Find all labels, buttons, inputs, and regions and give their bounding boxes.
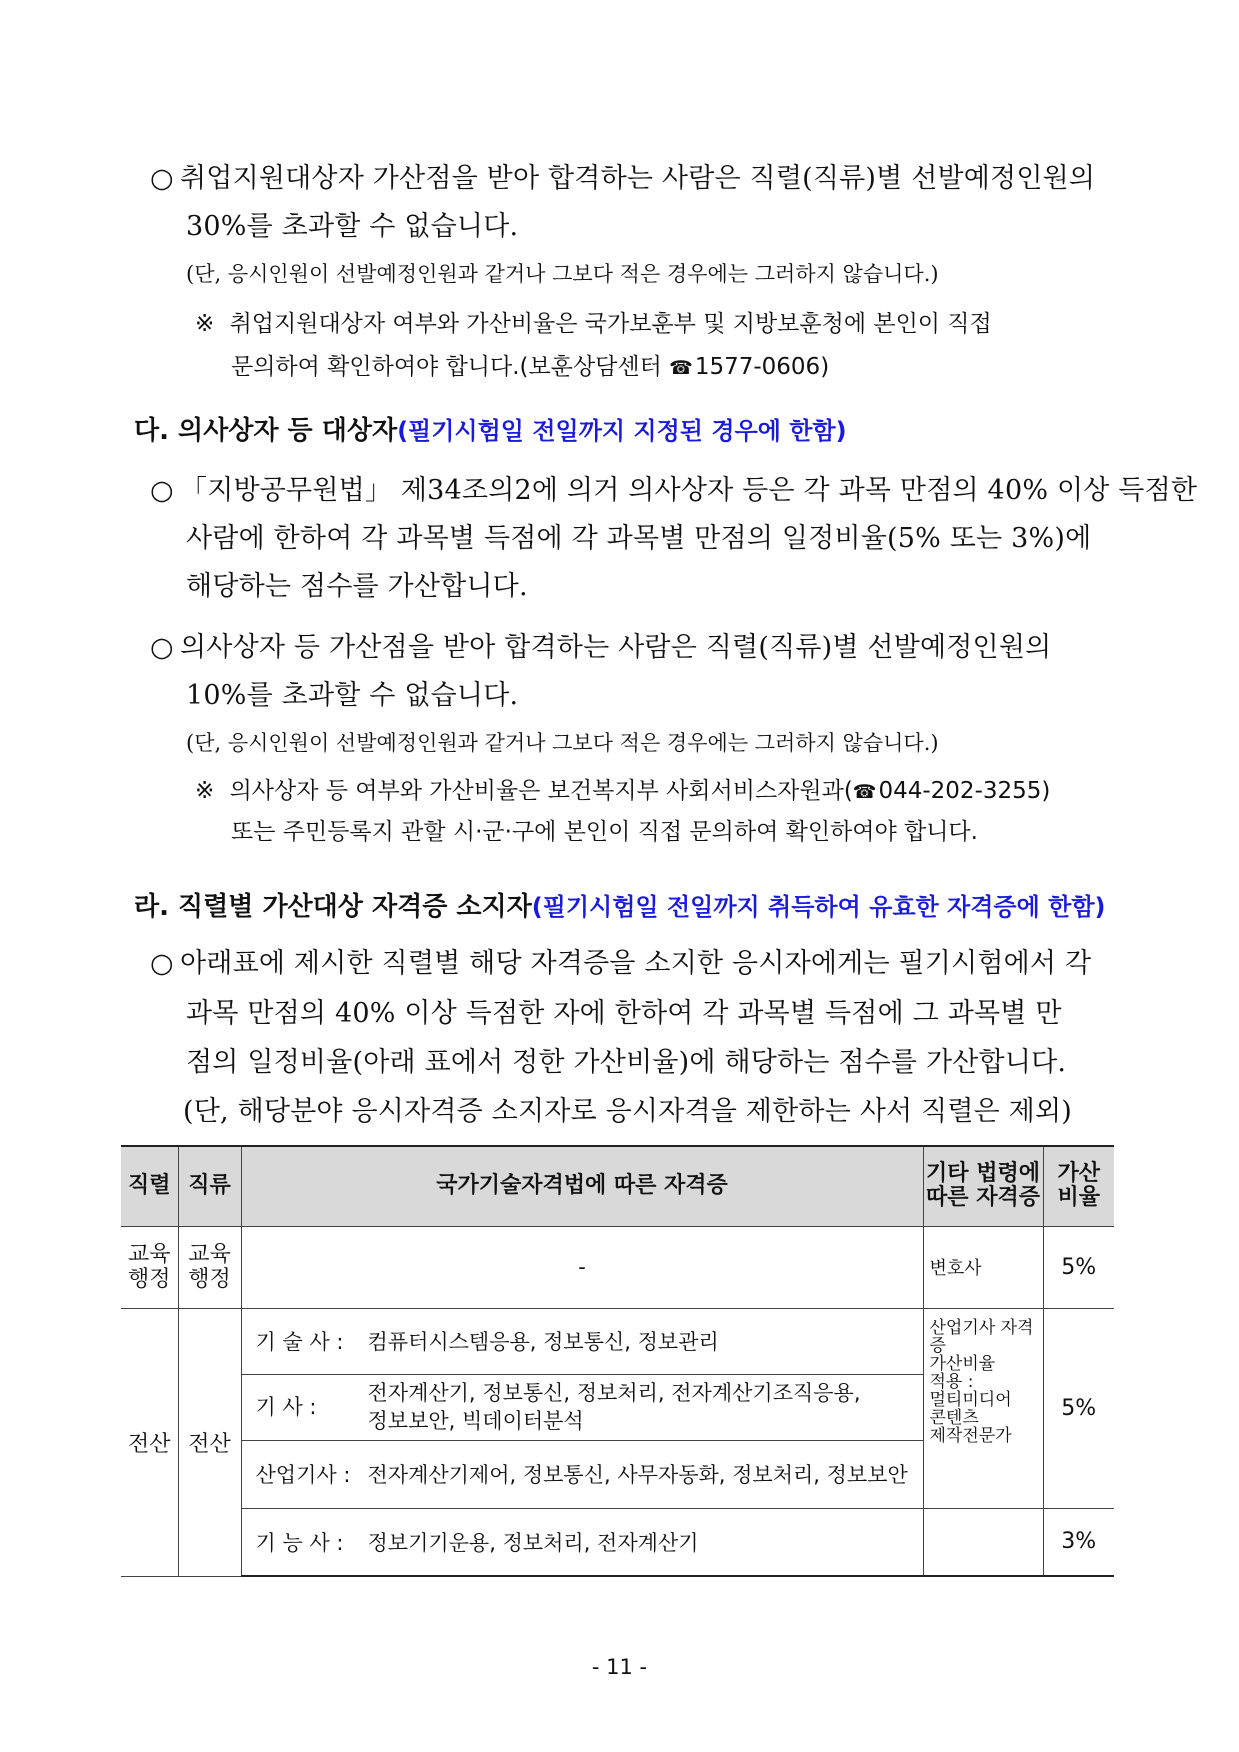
cert-grade-label: 기 술 사 : [255, 1330, 344, 1354]
header-subseries: 직류 [178, 1146, 241, 1226]
cell-rate: 5% [1043, 1308, 1114, 1508]
cell-national-cert [241, 1508, 923, 1576]
table-row [121, 1508, 1114, 1576]
header-rate: 가산 비율 [1043, 1146, 1114, 1226]
note-line: ※ 취업지원대상자 여부와 가산비율은 국가보훈부 및 지방보훈청에 본인이 직접 [195, 311, 992, 337]
bonus-certificate-table [121, 1145, 1114, 1577]
cert-grade-label: 기 사 : [255, 1395, 317, 1419]
table-header-row [121, 1146, 1114, 1226]
cell-other-cert: 변호사 [923, 1226, 1043, 1308]
section-heading-note: (필기시험일 전일까지 지정된 경우에 한함) [397, 417, 847, 445]
table-row [121, 1226, 1114, 1308]
cell-national-cert [241, 1374, 923, 1440]
cert-list: 컴퓨터시스템응용, 정보통신, 정보관리 [367, 1330, 719, 1354]
table-row [121, 1308, 1114, 1374]
paragraph-parenthetical: (단, 응시인원이 선발예정인원과 같거나 그보다 적은 경우에는 그러하지 않습니다.) [186, 262, 939, 286]
note-mark-icon: ※ [195, 778, 215, 804]
bullet-icon: ○ [150, 163, 174, 194]
cell-rate: 3% [1043, 1508, 1114, 1576]
cell-other-cert: 산업기사 자격증 가산비율 적용 : 멀티미디어 콘텐츠 제작전문가 [923, 1308, 1043, 1508]
paragraph-line: ○ 「지방공무원법」 제34조의2에 의거 의사상자 등은 각 과목 만점의 40% 이상 득점한 [150, 475, 1198, 506]
paragraph-line: 30%를 초과할 수 없습니다. [186, 211, 519, 242]
cell-rate: 5% [1043, 1226, 1114, 1308]
cert-list: 전자계산기제어, 정보통신, 사무자동화, 정보처리, 정보보안 [367, 1463, 908, 1487]
header-series: 직렬 [121, 1146, 178, 1226]
page-number: - 11 - [591, 1655, 648, 1679]
paragraph-line: 10%를 초과할 수 없습니다. [186, 680, 519, 711]
bullet-icon: ○ [150, 475, 174, 506]
bullet-icon: ○ [150, 632, 174, 663]
paragraph-line: ○ 취업지원대상자 가산점을 받아 합격하는 사람은 직렬(직류)별 선발예정인원의 [150, 163, 1096, 194]
section-heading: 라. 직렬별 가산대상 자격증 소지자(필기시험일 전일까지 취득하여 유효한 자격증에 한함) [134, 892, 1106, 922]
cell-national-cert: - [241, 1226, 923, 1308]
note-line: 문의하여 확인하여야 합니다.(보훈상담센터 ☎1577-0606) [231, 354, 830, 380]
cert-list: 전자계산기, 정보통신, 정보처리, 전자계산기조직응용, 정보보안, 빅데이터분석 [367, 1381, 861, 1433]
cell-subseries: 전산 [178, 1308, 241, 1576]
paragraph-line: ○ 아래표에 제시한 직렬별 해당 자격증을 소지한 응시자에게는 필기시험에서 각 [150, 948, 1092, 979]
paragraph-line: (단, 해당분야 응시자격증 소지자로 응시자격을 제한하는 사서 직렬은 제외) [183, 1096, 1072, 1127]
header-other-cert: 기타 법령에 따른 자격증 [923, 1146, 1043, 1226]
cell-series: 교육 행정 [121, 1226, 178, 1308]
cell-other-cert-empty [923, 1508, 1043, 1576]
paragraph-line: 사람에 한하여 각 과목별 득점에 각 과목별 만점의 일정비율(5% 또는 3%)에 [186, 523, 1092, 554]
paragraph-parenthetical: (단, 응시인원이 선발예정인원과 같거나 그보다 적은 경우에는 그러하지 않습니다.) [186, 731, 939, 755]
cert-grade-label: 기 능 사 : [255, 1530, 344, 1555]
note-line: ※ 의사상자 등 여부와 가산비율은 보건복지부 사회서비스자원과(☎044-202-3255) [195, 778, 1051, 804]
cell-national-cert [241, 1440, 923, 1508]
note-mark-icon: ※ [195, 311, 215, 337]
cell-subseries: 교육 행정 [178, 1226, 241, 1308]
section-heading-note: (필기시험일 전일까지 취득하여 유효한 자격증에 한함) [531, 893, 1106, 921]
paragraph-line: 점의 일정비율(아래 표에서 정한 가산비율)에 해당하는 점수를 가산합니다. [186, 1047, 1067, 1078]
cell-series: 전산 [121, 1308, 178, 1576]
cell-national-cert [241, 1308, 923, 1374]
paragraph-line: 해당하는 점수를 가산합니다. [186, 571, 528, 602]
cert-grade-label: 산업기사 : [255, 1463, 351, 1487]
header-national-cert: 국가기술자격법에 따른 자격증 [241, 1146, 923, 1226]
phone-icon: ☎ [852, 781, 877, 803]
paragraph-line: ○ 의사상자 등 가산점을 받아 합격하는 사람은 직렬(직류)별 선발예정인원의 [150, 632, 1052, 663]
cert-list: 정보기기운용, 정보처리, 전자계산기 [367, 1530, 699, 1555]
bullet-icon: ○ [150, 948, 174, 979]
paragraph-line: 과목 만점의 40% 이상 득점한 자에 한하여 각 과목별 득점에 그 과목별 만 [186, 998, 1062, 1029]
phone-icon: ☎ [669, 357, 693, 379]
note-line: 또는 주민등록지 관할 시·군·구에 본인이 직접 문의하여 확인하여야 합니다. [231, 819, 978, 845]
section-heading: 다. 의사상자 등 대상자(필기시험일 전일까지 지정된 경우에 한함) [134, 416, 847, 446]
